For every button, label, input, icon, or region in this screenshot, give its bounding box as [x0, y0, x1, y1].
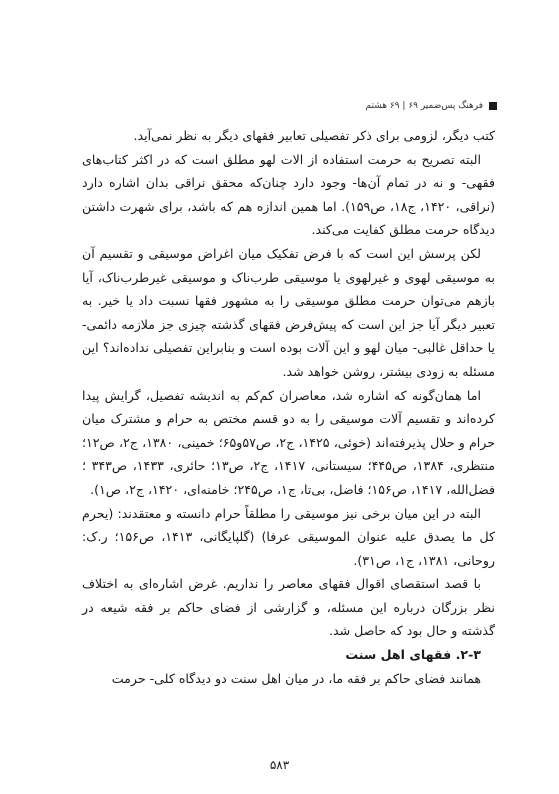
paragraph: البته در این میان برخی نیز موسیقی را مطلقاً حرام دانسته و معتقدند: (یحرم کل ما یصدق علیه عنوان الموسیقی عرفا) (گلپایگانی، ۱۴۱۳، ص۱۵۶؛ ر.ک: روحانی، ۱۳۸۱، ج۱، ص۳۱).: [82, 505, 495, 568]
running-header: [80, 96, 497, 116]
paragraph: با قصد استقصای اقوال فقهای معاصر را نداریم. غرض اشاره‌ای به اختلاف نظر بزرگان درباره این مسئله، و گزارشی از فضای حاکم بر فقه شیعه در گذشته و حال بود که حاصل شد.: [82, 576, 495, 639]
body-text: [82, 124, 495, 690]
paragraph: البته تصریح به حرمت استفاده از الات لهو مطلق است که در اکثر کتاب‌های فقهی- و نه در تمام آن‌ها- وجود دارد چنان‌که محقق نراقی بدان اشاره دارد (نراقی، ۱۴۲۰، ج۱۸، ص۱۵۹). اما همین اندازه هم که باشد، برای شهرت داشتن دیدگاه حرمت مطلق کفایت می‌کند.: [82, 151, 495, 238]
page-number: ۵۸۳: [269, 758, 290, 772]
section-heading: ۲-۳. فقهای اهل سنت: [345, 647, 481, 663]
header-square-icon: [489, 102, 497, 110]
paragraph: لکن پرسش این است که با فرض تفکیک میان اغراض موسیقی و تقسیم آن به موسیقی لهوی و غیرلهوی یا موسیقی طرب‌ناک و موسیقی غیرطرب‌ناک، آیا بازهم می‌توان حرمت مطلق موسیقی را به مشهور فقها نسبت داد یا خیر. به تعبیر دیگر آیا جز این است که پیش‌فرض فقهای گذشته چیزی جز ملازمه دائمی- یا حداقل غالبی- میان لهو و این آلات بوده است و بنابراین تفصیلی نداده‌اند؟ این مسئله به زودی بیشتر، روشن خواهد شد.: [82, 245, 495, 379]
paragraph: کتب دیگر، لزومی برای ذکر تفصیلی تعابیر فقهای دیگر به نظر نمی‌آید.: [133, 128, 495, 143]
paragraph: اما همان‌گونه که اشاره شد، معاصران کم‌کم به اندیشه تفصیل، گرایش پیدا کرده‌اند و تقسیم آلات موسیقی را به دو قسم مختص به حرام و مشترک میان حرام و حلال پذیرفته‌اند (خوئی، ۱۴۲۵، ج۲، ص۵۷و۶۵؛ خمینی، ۱۳۸۰، ج۲، ص۱۲؛ منتظری، ۱۳۸۴، ص۴۴۵؛ سیستانی، ۱۴۱۷، ج۲، ص۱۳؛ حائری، ۱۴۳۳، ص۳۴۳ ؛ فضل‌الله، ۱۴۱۷، ص۱۵۶؛ فاضل، بی‌تا، ج۱، ص۲۴۵؛ خامنه‌ای، ۱۴۲۰، ج۲، ص۱).: [82, 387, 496, 497]
paragraph: همانند فضای حاکم بر فقه ما، در میان اهل سنت دو دیدگاه کلی- حرمت: [111, 670, 481, 686]
running-title: فرهنگ پس‌ضمیر ۶۹ | ۶۹ هشتم: [365, 101, 483, 111]
